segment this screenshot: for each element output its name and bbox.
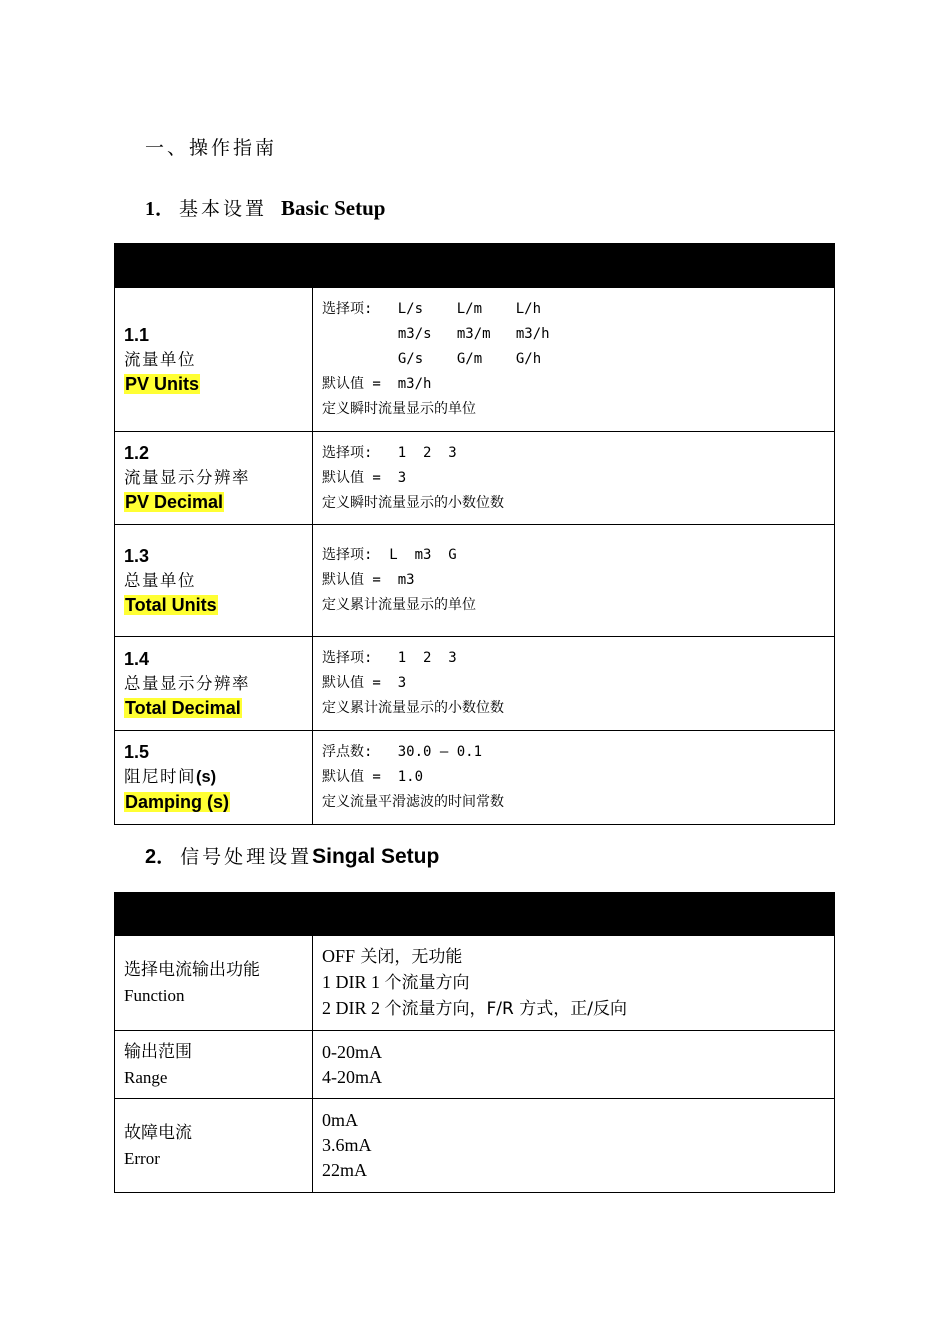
param-line: 浮点数: 30.0 – 0.1 (322, 744, 483, 760)
param-name-zh-text: 阻尼时间 (124, 767, 196, 786)
param-name-zh: 选择电流输出功能 (124, 960, 260, 980)
option-line: 0-20mA (322, 1041, 382, 1062)
param-name-zh: 流量单位 (124, 349, 196, 369)
param-line: 选择项: 1 2 3 (322, 650, 457, 666)
option-line: 0mA (322, 1110, 358, 1130)
section1-number: 1． (145, 198, 175, 220)
table-row (115, 288, 835, 432)
param-name-en: PV Decimal (125, 492, 224, 512)
param-name-en: Function (124, 986, 185, 1005)
option-code: 1 DIR 1 (322, 972, 385, 992)
param-number: 1.5 (124, 742, 150, 762)
option-code: OFF (322, 946, 356, 966)
option-line: 3.6mA (322, 1135, 372, 1155)
param-line: 定义瞬时流量显示的单位 (322, 401, 476, 417)
param-name-zh (124, 764, 303, 790)
option-line: 22mA (322, 1160, 367, 1180)
param-name-zh: 总量单位 (124, 570, 196, 590)
option-line (322, 970, 825, 996)
param-line: 默认值 = 3 (322, 469, 407, 486)
param-number: 1.1 (124, 324, 150, 345)
param-line: 定义瞬时流量显示的小数位数 (322, 494, 504, 511)
param-line: 默认值 = m3 (322, 572, 415, 588)
param-name-zh: 总量显示分辨率 (124, 673, 250, 693)
param-name-zh: 输出范围 (124, 1041, 192, 1062)
param-line: 默认值 = 3 (322, 675, 407, 691)
table-header-bar (115, 893, 835, 936)
param-line: 默认值 = m3/h (322, 376, 432, 392)
table-header-bar (115, 244, 835, 288)
param-line: 选择项: L/s L/m L/h (322, 301, 542, 317)
param-line: 默认值 = 1.0 (322, 769, 424, 785)
param-name-en: Total Decimal (125, 697, 241, 718)
signal-setup-table (114, 892, 835, 1193)
table-row (115, 1031, 835, 1099)
option-desc: 个流量方向 (384, 973, 470, 993)
section1-title-zh: 基本设置 (179, 198, 268, 220)
section2-title-zh: 信号处理设置 (180, 846, 313, 868)
option-line: 4-20mA (322, 1066, 382, 1087)
param-name-en: PV Units (125, 373, 200, 394)
param-line: 定义累计流量显示的小数位数 (322, 700, 504, 716)
param-name-zh: 流量显示分辨率 (124, 468, 250, 487)
section1-title-en: Basic Setup (281, 196, 386, 220)
option-desc: 关闭，无功能 (355, 947, 463, 967)
option-code: 2 DIR 2 (322, 998, 385, 1018)
param-line: 定义流量平滑滤波的时间常数 (322, 794, 504, 810)
section2-heading (145, 840, 439, 869)
table-row (115, 432, 835, 525)
main-heading: 一、操作指南 (145, 137, 278, 159)
param-line: G/s G/m G/h (322, 351, 542, 367)
option-line (322, 944, 825, 970)
table-row (115, 936, 835, 1031)
section2-title-en: Singal Setup (312, 845, 440, 868)
param-name-en: Total Units (125, 594, 217, 615)
param-name-unit: (s) (196, 768, 217, 786)
basic-setup-table (114, 243, 835, 825)
param-name-en: Range (124, 1067, 168, 1087)
table-row (115, 525, 835, 637)
option-line (322, 996, 825, 1022)
param-name-zh: 故障电流 (124, 1122, 192, 1143)
param-line: 选择项: 1 2 3 (322, 444, 457, 461)
param-number: 1.3 (124, 545, 150, 566)
param-line: 定义累计流量显示的单位 (322, 597, 476, 613)
table-row (115, 637, 835, 731)
param-name-en: Damping (s) (125, 792, 230, 812)
section2-number: 2． (145, 846, 177, 868)
option-desc: 个流量方向，F/R 方式，正/反向 (384, 999, 627, 1019)
param-number: 1.4 (124, 648, 150, 669)
param-line: m3/s m3/m m3/h (322, 326, 550, 342)
param-line: 选择项: L m3 G (322, 547, 457, 563)
param-number: 1.2 (124, 443, 150, 463)
param-name-en: Error (124, 1148, 160, 1168)
section1-heading (145, 192, 385, 221)
table-row (115, 1099, 835, 1193)
table-row (115, 731, 835, 825)
